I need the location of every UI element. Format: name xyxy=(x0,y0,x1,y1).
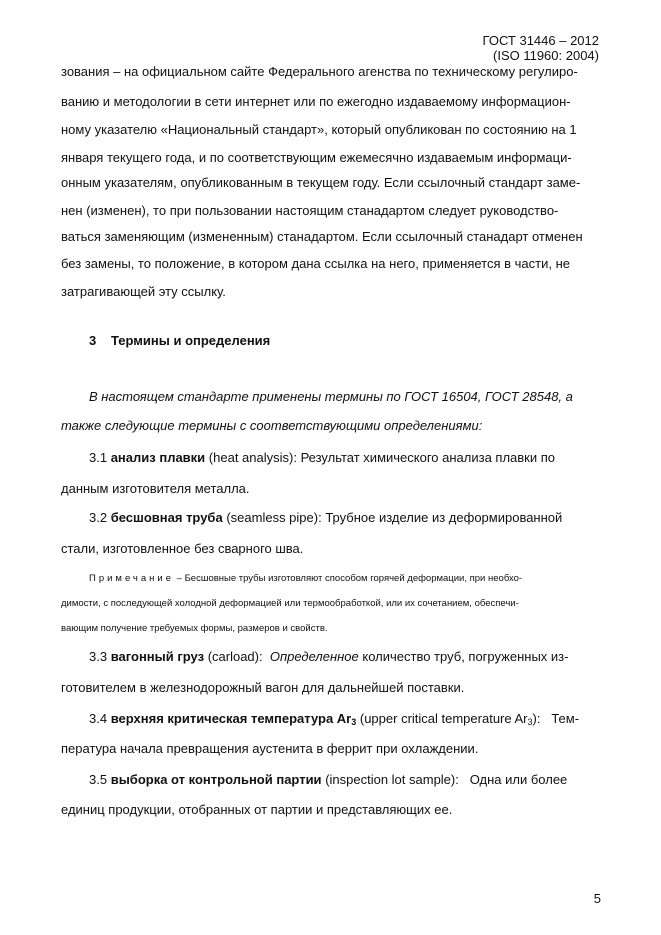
term-name: анализ плавки xyxy=(110,450,206,465)
term-definition-emphasis: Определенное xyxy=(269,649,359,664)
term-number: 3.1 xyxy=(89,450,108,465)
term-name: бесшовная труба xyxy=(110,510,223,525)
term-number: 3.4 xyxy=(89,711,108,726)
preamble-line: В настоящем стандарте применены термины по ГОСТ 16504, ГОСТ 28548, а xyxy=(89,389,573,404)
term-3-5 xyxy=(89,772,567,788)
iso-reference: (ISO 11960: 2004) xyxy=(493,48,599,63)
section-heading xyxy=(89,333,270,349)
intro-line: ваться заменяющим (измененным) станадартом. Если ссылочный станадарт отменен xyxy=(61,229,583,244)
note-text: – Бесшовные трубы изготовляют способом горячей деформации, при необхо- xyxy=(176,573,523,584)
term-definition: Результат химического анализа плавки по xyxy=(300,450,556,465)
intro-line: без замены, то положение, в котором дана ссылка на него, применяется в части, не xyxy=(61,256,570,271)
term-definition: Тем- xyxy=(551,711,580,726)
term-name: выборка от контрольной партии xyxy=(110,772,322,787)
note-line: вающим получение требуемых формы, размеров и свойств. xyxy=(61,623,328,634)
term-name: верхняя критическая температура Ar xyxy=(110,711,352,726)
section-title: Термины и определения xyxy=(111,333,271,348)
term-english-subscript: 3 xyxy=(527,717,533,727)
intro-line: ванию и методологии в сети интернет или по ежегодно издаваемому информацион- xyxy=(61,94,571,109)
term-subscript: 3 xyxy=(351,717,357,727)
intro-line: онным указателям, опубликованным в текущем году. Если ссылочный стандарт заме- xyxy=(61,175,581,190)
intro-line: зования – на официальном сайте Федерального агенства по техническому регулиро- xyxy=(61,64,578,79)
section-number: 3 xyxy=(89,333,97,348)
term-english-end: ): xyxy=(532,711,541,726)
term-definition: Трубное изделие из деформированной xyxy=(325,510,563,525)
term-english: (inspection lot sample): xyxy=(325,772,459,787)
term-continuation: стали, изготовленное без сварного шва. xyxy=(61,541,304,556)
note-line xyxy=(89,573,522,585)
note-line: димости, с последующей холодной деформацией или термообработкой, или их сочетанием, обеспечи- xyxy=(61,598,519,609)
term-3-2 xyxy=(89,510,562,526)
term-continuation: данным изготовителя металла. xyxy=(61,481,250,496)
term-english: (seamless pipe): xyxy=(226,510,322,525)
term-number: 3.5 xyxy=(89,772,108,787)
term-name: вагонный груз xyxy=(110,649,205,664)
term-number: 3.2 xyxy=(89,510,108,525)
preamble-line: также следующие термины с соответствующими определениями: xyxy=(61,418,483,433)
intro-line: ному указателю «Национальный стандарт», который опубликован по состоянию на 1 xyxy=(61,122,577,137)
term-3-1 xyxy=(89,450,555,466)
term-english: (carload): xyxy=(207,649,263,664)
standard-code: ГОСТ 31446 – 2012 xyxy=(482,33,599,48)
term-english: (heat analysis): xyxy=(208,450,297,465)
term-definition: Одна или более xyxy=(469,772,568,787)
page-number: 5 xyxy=(593,891,601,906)
term-definition: количество труб, погруженных из- xyxy=(362,649,569,664)
term-number: 3.3 xyxy=(89,649,108,664)
term-continuation: готовителем в железнодорожный вагон для дальнейшей поставки. xyxy=(61,680,465,695)
intro-line: затрагивающей эту ссылку. xyxy=(61,284,226,299)
term-3-4 xyxy=(89,711,579,727)
term-english: (upper critical temperature Ar xyxy=(359,711,528,726)
document-header xyxy=(483,33,599,63)
term-continuation: единиц продукции, отобранных от партии и представляющих ее. xyxy=(61,802,453,817)
note-label: Примечание xyxy=(89,573,174,584)
intro-line: нен (изменен), то при пользовании настоящим станадартом следует руководство- xyxy=(61,203,559,218)
term-3-3 xyxy=(89,649,568,665)
term-continuation: пература начала превращения аустенита в феррит при охлаждении. xyxy=(61,741,479,756)
intro-line: января текущего года, и по соответствующим ежемесячно издаваемым информаци- xyxy=(61,150,572,165)
